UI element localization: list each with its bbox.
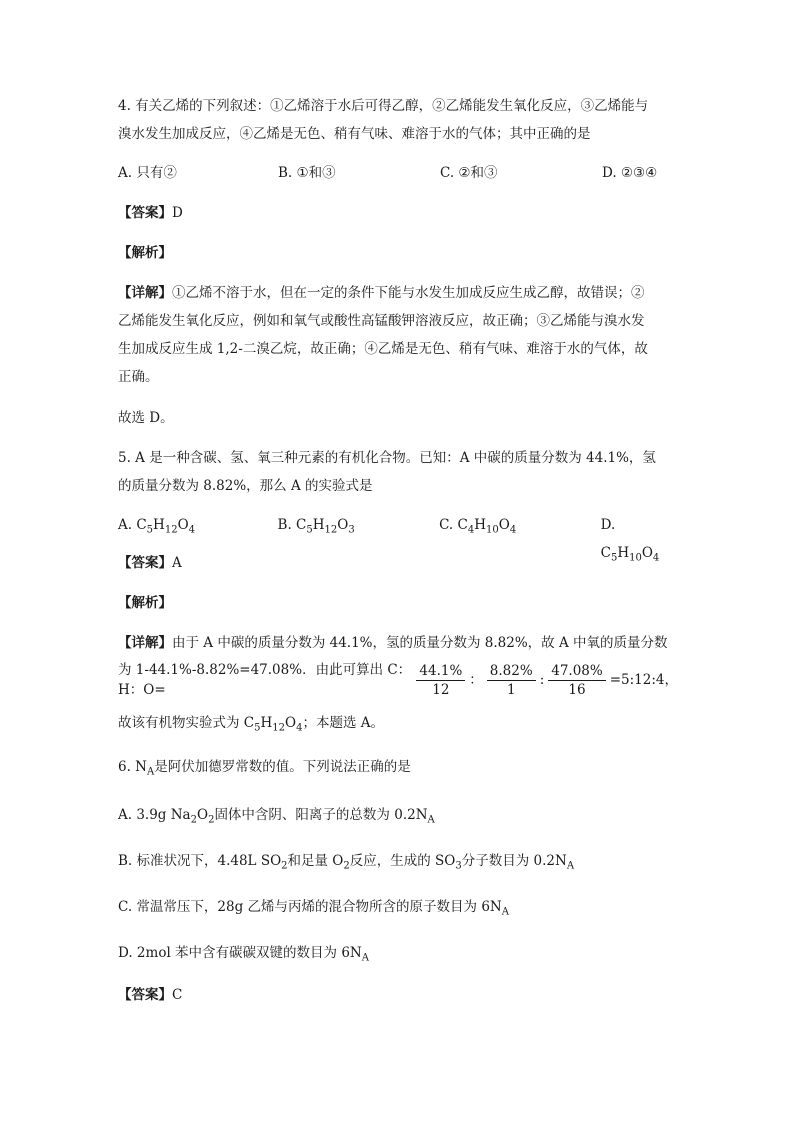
q5-option-c: C. $C_4H_{10}O_4$ (439, 517, 517, 536)
fraction-hydrogen: $\frac{8.82\%}{1}$ (487, 662, 536, 699)
answer-tag: 【答案】 (118, 555, 172, 571)
q4-detail-line3: 生加成反应生成 1,2-二溴乙烷，故正确；④乙烯是无色、稍有气味、难溶于水的气体，故 (118, 341, 648, 357)
fraction-carbon: $\frac{44.1\%}{12}$ (416, 662, 465, 699)
q4-options (118, 159, 678, 187)
q6-option-c: C. 常温常压下，28g 乙烯与丙烯的混合物所含的原子数目为 $6N_A$ (118, 899, 509, 918)
q4-option-c: C. ②和③ (440, 165, 498, 181)
q4-line2: 溴水发生加成反应，④乙烯是无色、稍有气味、难溶于水的气体；其中正确的是 (118, 126, 591, 142)
q5-line2: 的质量分数为 8.82%，那么 A 的实验式是 (118, 478, 373, 494)
q6-option-d: D. 2mol 苯中含有碳碳双键的数目为 $6N_A$ (118, 945, 369, 964)
q4-analysis (118, 239, 678, 267)
q6-stem: 6. $N_A$是阿伏加德罗常数的值。下列说法正确的是 (118, 759, 411, 778)
q5-option-d: D. $C_5H_{10}O_4$ (600, 517, 660, 564)
q5-detail-line1: 【详解】由于 A 中碳的质量分数为 44.1%，氢的质量分数为 8.82%，故 A 中氧的质量分数 (118, 635, 668, 651)
q5-analysis (118, 589, 678, 617)
q6-answer (118, 981, 678, 1009)
q5-stem (118, 444, 678, 500)
q4-stem (118, 92, 678, 148)
answer-value: C (172, 987, 183, 1003)
q5-detail-line2: 为 1-44.1%-8.82%=47.08%．由此可算出 C：H：O= $\frac{44.1\%}{12}$ ： $\frac{8.82\%}{1}$ : $\frac{47.08\%}{16}$ =5:12:4， (118, 662, 678, 698)
q4-detail (118, 279, 678, 391)
q4-detail-line1: ①乙烯不溶于水，但在一定的条件下能与水发生加成反应生成乙醇，故错误；② (172, 285, 645, 301)
q4-line1: 4. 有关乙烯的下列叙述：①乙烯溶于水后可得乙醇，②乙烯能发生氧化反应，③乙烯能与 (118, 98, 649, 114)
q4-answer (118, 199, 678, 227)
q4-option-a: A. 只有② (118, 165, 177, 181)
q4-detail-line2: 乙烯能发生氧化反应，例如和氧气或酸性高锰酸钾溶液反应，故正确；③乙烯能与溴水发 (118, 313, 645, 329)
q4-option-b: B. ①和③ (278, 165, 336, 181)
answer-value: A (172, 555, 182, 571)
answer-tag: 【答案】 (118, 205, 172, 221)
q6-option-b: B. 标准状况下，4.48L $SO_2$和足量 $O_2$反应，生成的 $SO_3$分子数目为 $0.2N_A$ (118, 853, 575, 872)
q4-option-d: D. ②③④ (602, 165, 658, 181)
q4-detail-line4: 正确。 (118, 369, 159, 385)
q5-option-b: B. $C_5H_{12}O_3$ (277, 517, 355, 536)
answer-value: D (172, 205, 183, 221)
q5-line1: 5. A 是一种含碳、氢、氧三种元素的有机化合物。已知：A 中碳的质量分数为 44.1%，氢 (118, 450, 656, 466)
answer-tag: 【答案】 (118, 987, 172, 1003)
detail-tag: 【详解】 (118, 285, 172, 301)
q5-option-a: A. $C_5H_{12}O_4$ (118, 517, 196, 536)
q6-option-a: A. 3.9g $Na_2O_2$固体中含阴、阳离子的总数为 $0.2N_A$ (118, 807, 435, 826)
q5-detail-line3: 故该有机物实验式为 $C_5H_{12}O_4$；本题选 A。 (118, 715, 385, 734)
analysis-tag: 【解析】 (118, 245, 172, 261)
q5-answer (118, 549, 678, 577)
fraction-oxygen: $\frac{47.08\%}{16}$ (548, 662, 605, 699)
analysis-tag: 【解析】 (118, 595, 172, 611)
q4-conclusion: 故选 D。 (118, 410, 174, 426)
detail-tag: 【详解】 (118, 635, 172, 651)
